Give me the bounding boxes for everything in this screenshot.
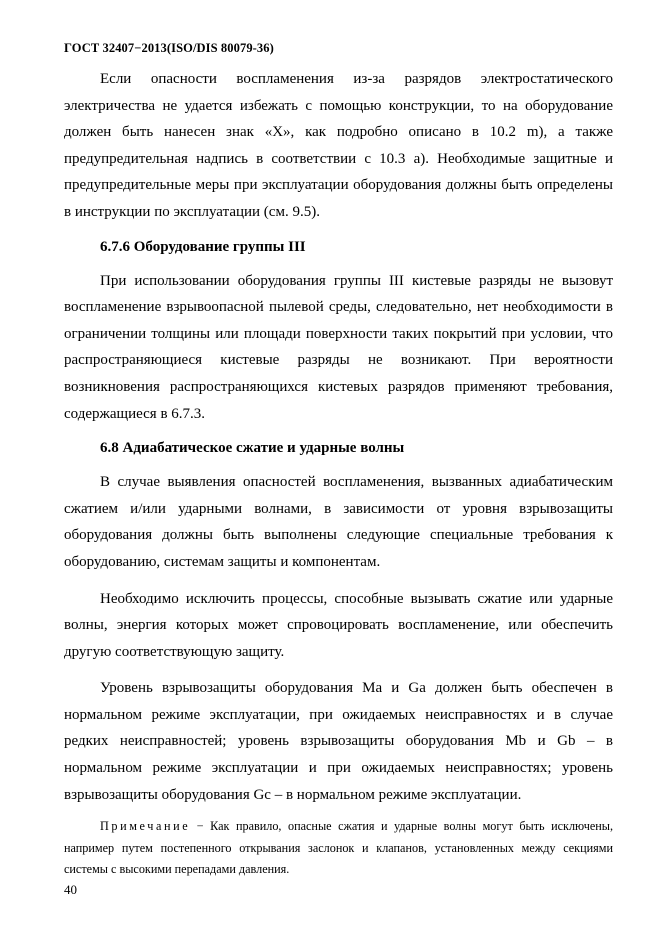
paragraph-exclude-processes: Необходимо исключить процессы, способные вызывать сжатие или ударные волны, энергия которых может спровоцировать воспламенение, или обеспечить другую соответствующую защиту.: [64, 590, 613, 660]
paragraph-adiabatic-hazards: В случае выявления опасностей воспламенения, вызванных адиабатическим сжатием и/или ударными волнами, в зависимости от уровня взрывозащиты оборудования должны быть выполнены следующие специальные требования к оборудованию, системам защиты и компонентам.: [64, 474, 613, 570]
paragraph-protection-levels: Уровень взрывозащиты оборудования Ma и Ga должен быть обеспечен в нормальном режиме эксплуатации, при ожидаемых неисправностях и в случае редких неисправностей; уровень взрывозащиты оборудования Mb и Gb ‒ в нормальном режиме эксплуатации и при ожидаемых неисправностях; уровень взрывозащиты оборудования Gc ‒ в нормальном режиме эксплуатации.: [64, 680, 613, 803]
note-block: [64, 816, 613, 881]
paragraph-electrostatic: Если опасности воспламенения из-за разрядов электростатического электричества не удается избежать с помощью конструкции, то на оборудование должен быть нанесен знак «X», как подробно описано в 10.2 m), а также предупредительная надпись в соответствии с 10.3 a). Необходимые защитные и предупредительные меры при эксплуатации оборудования должны быть определены в инструкции по эксплуатации (см. 9.5).: [64, 71, 613, 220]
page-number: 40: [64, 882, 77, 897]
document-header: ГОСТ 32407−2013(ISO/DIS 80079-36): [64, 41, 274, 55]
section-heading-6-7-6: 6.7.6 Оборудование группы III: [100, 238, 306, 255]
note-text: − Как правило, опасные сжатия и ударные волны могут быть исключены, например путем постепенного открывания заслонок и клапанов, установленных между секциями системы с высокими перепадами давления.: [64, 819, 613, 877]
section-heading-6-8: 6.8 Адиабатическое сжатие и ударные волны: [100, 440, 405, 457]
page-content: [64, 66, 613, 881]
paragraph-group-iii: При использовании оборудования группы III кистевые разряды не вызовут воспламенение взрывоопасной пылевой среды, следовательно, нет необходимости в ограничении толщины или площади поверхности таких покрытий при условии, что распространяющиеся кистевые разряды не возникают. При вероятности возникновения распространяющихся кистевых разрядов применяют требования, содержащиеся в 6.7.3.: [64, 272, 613, 422]
note-label: Примечание: [100, 819, 191, 834]
